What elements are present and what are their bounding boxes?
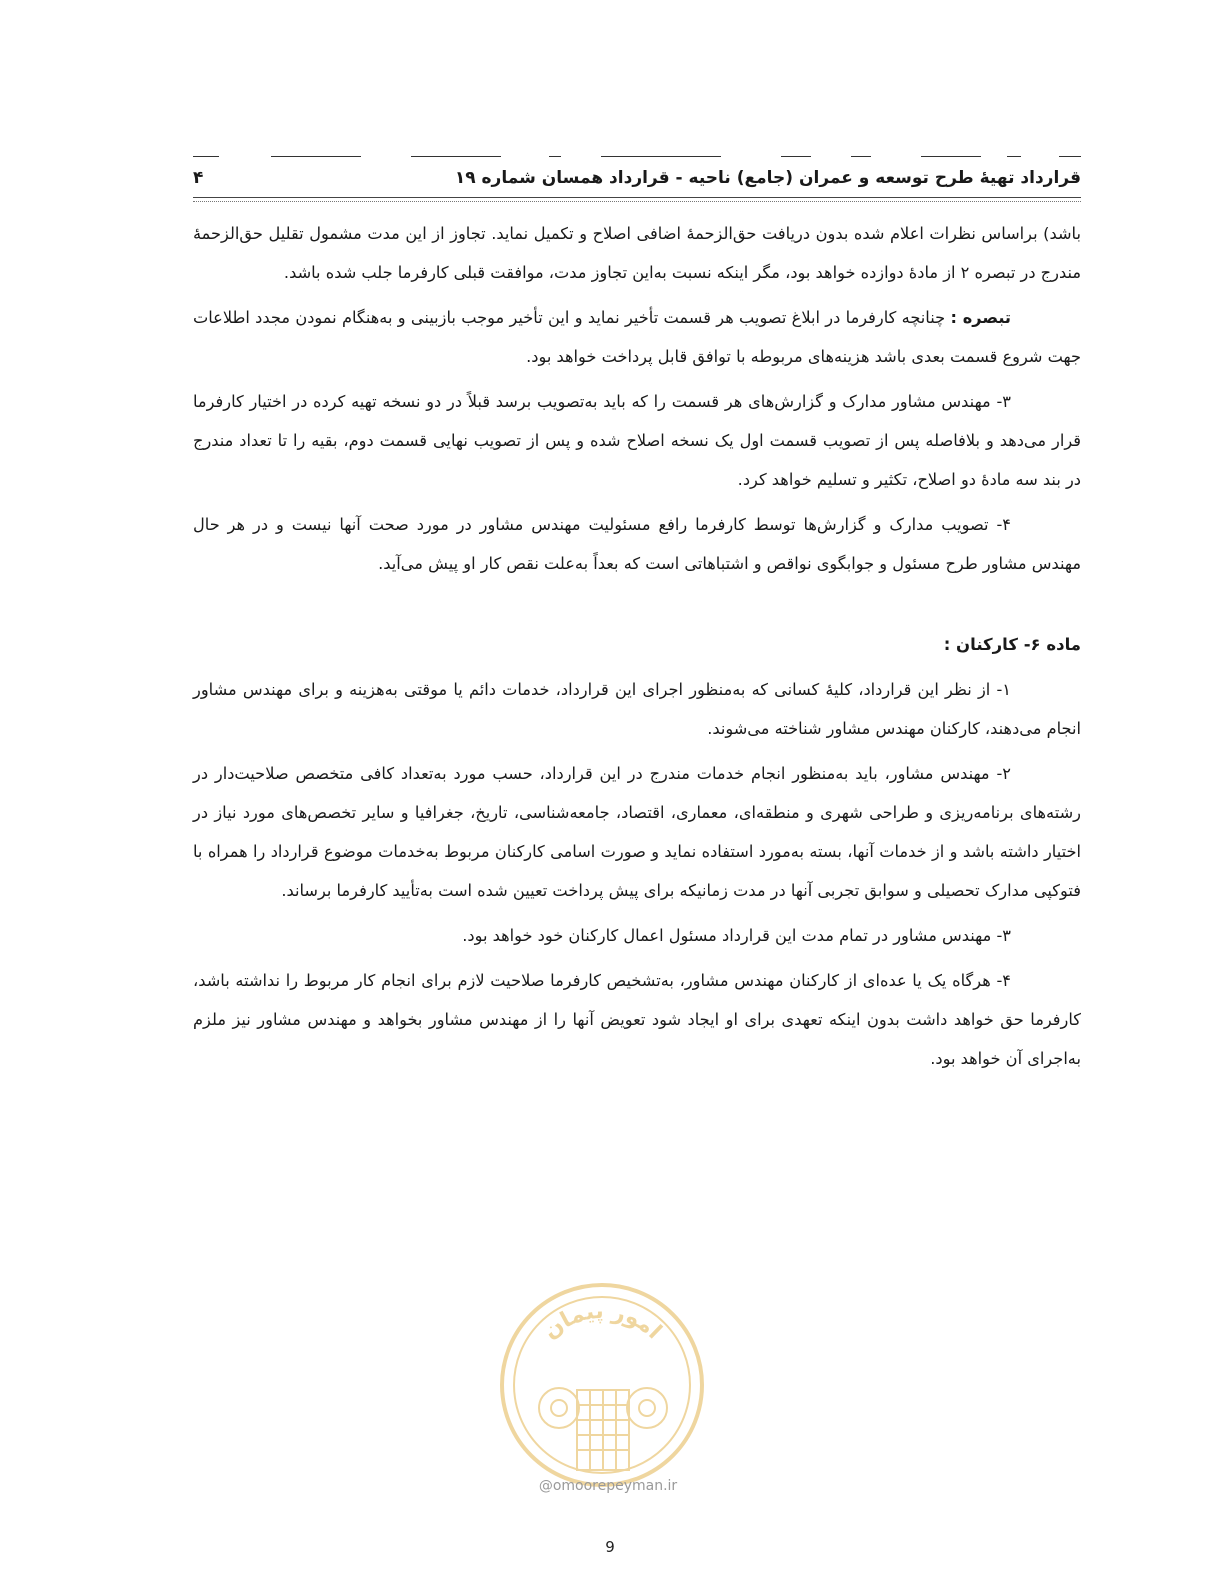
- header-title: قرارداد تهیهٔ طرح توسعه و عمران (جامع) ناحیه - قرارداد همسان شماره ۱۹: [454, 168, 1081, 188]
- section-heading: ماده ۶- کارکنان :: [943, 635, 1081, 654]
- document-body: [193, 214, 1081, 1084]
- paragraph-item-3: ۳- مهندس مشاور مدارک و گزارش‌های هر قسمت را که باید به‌تصویب برسد قبلاً در دو نسخه تهیه کرده در اختیار کارفرما قرار می‌دهد و بلافاصله پس از تصویب قسمت اول یک نسخه اصلاح شده و پس از تصویب نهایی قسمت دوم، بقیه را تا تعداد مندرج در بند سه مادهٔ دو اصلاح، تکثیر و تسلیم خواهد کرد.: [193, 392, 1081, 489]
- watermark-url: @omoorepeyman.ir: [538, 1478, 678, 1494]
- page-header: [193, 162, 1081, 194]
- section-item-2: ۲- مهندس مشاور، باید به‌منظور انجام خدمات مندرج در این قرارداد، حسب مورد به‌تعداد کافی متخصص صلاحیت‌دار در رشته‌های برنامه‌ریزی و طراحی شهری و منطقه‌ای، معماری، اقتصاد، جامعه‌شناسی، تاریخ، جغرافیا و سایر تخصص‌های مورد نیاز در اختیار داشته باشد و از خدمات آنها، بسته به‌مورد استفاده نماید و صورت اسامی کارکنان مربوط به‌خدمات موضوع قرارداد را همراه با فتوکپی مدارک تحصیلی و سوابق تجربی آنها در مدت زمانیکه برای پیش پرداخت تعیین شده است به‌تأیید کارفرما برساند.: [193, 764, 1081, 900]
- note-text: چنانچه کارفرما در ابلاغ تصویب هر قسمت تأخیر نماید و این تأخیر موجب بازبینی و به‌هنگام نمودن مجدد اطلاعات جهت شروع قسمت بعدی باشد هزینه‌های مربوطه با توافق قابل پرداخت خواهد بود.: [193, 308, 1081, 366]
- section-item-1: ۱- از نظر این قرارداد، کلیهٔ کسانی که به‌منظور اجرای این قرارداد، خدمات دائم یا موقتی به‌هزینه و برای مهندس مشاور انجام می‌دهند، کارکنان مهندس مشاور شناخته می‌شوند.: [193, 680, 1081, 738]
- header-rule: [193, 197, 1081, 198]
- section-item-3: ۳- مهندس مشاور در تمام مدت این قرارداد مسئول اعمال کارکنان خود خواهد بود.: [462, 926, 1011, 945]
- watermark-logo: [497, 1280, 707, 1490]
- paragraph-note: [193, 298, 1081, 376]
- paragraph-continuation: باشد) براساس نظرات اعلام شده بدون دریافت حق‌الزحمهٔ اضافی اصلاح و تکمیل نماید. تجاوز از این مدت مشمول تقلیل حق‌الزحمهٔ مندرج در تبصره ۲ از مادهٔ دوازده خواهد بود، مگر اینکه نسبت به‌این تجاوز مدت، موافقت قبلی کارفرما جلب شده باشد.: [193, 224, 1081, 282]
- header-dashed-rule: [193, 150, 1081, 162]
- section-item-4: ۴- هرگاه یک یا عده‌ای از کارکنان مهندس مشاور، به‌تشخیص کارفرما صلاحیت لازم برای انجام کار مربوط را نداشته باشد، کارفرما حق خواهد داشت بدون اینکه تعهدی برای او ایجاد شود تعویض آنها را از مهندس مشاور بخواهد و مهندس مشاور نیز ملزم به‌اجرای آن خواهد بود.: [193, 971, 1081, 1068]
- footer-page-number: 9: [605, 1538, 615, 1556]
- header-dotted-rule: [193, 201, 1081, 202]
- header-page-number: ۴: [193, 168, 204, 188]
- svg-text:امور پیمان: امور پیمان: [538, 1298, 667, 1345]
- note-label: تبصره :: [950, 308, 1012, 327]
- paragraph-item-4: ۴- تصویب مدارک و گزارش‌ها توسط کارفرما رافع مسئولیت مهندس مشاور در مورد صحت آنها نیست و در هر حال مهندس مشاور طرح مسئول و جوابگوی نواقص و اشتباهاتی است که بعداً به‌علت نقص کار او پیش می‌آید.: [193, 515, 1081, 573]
